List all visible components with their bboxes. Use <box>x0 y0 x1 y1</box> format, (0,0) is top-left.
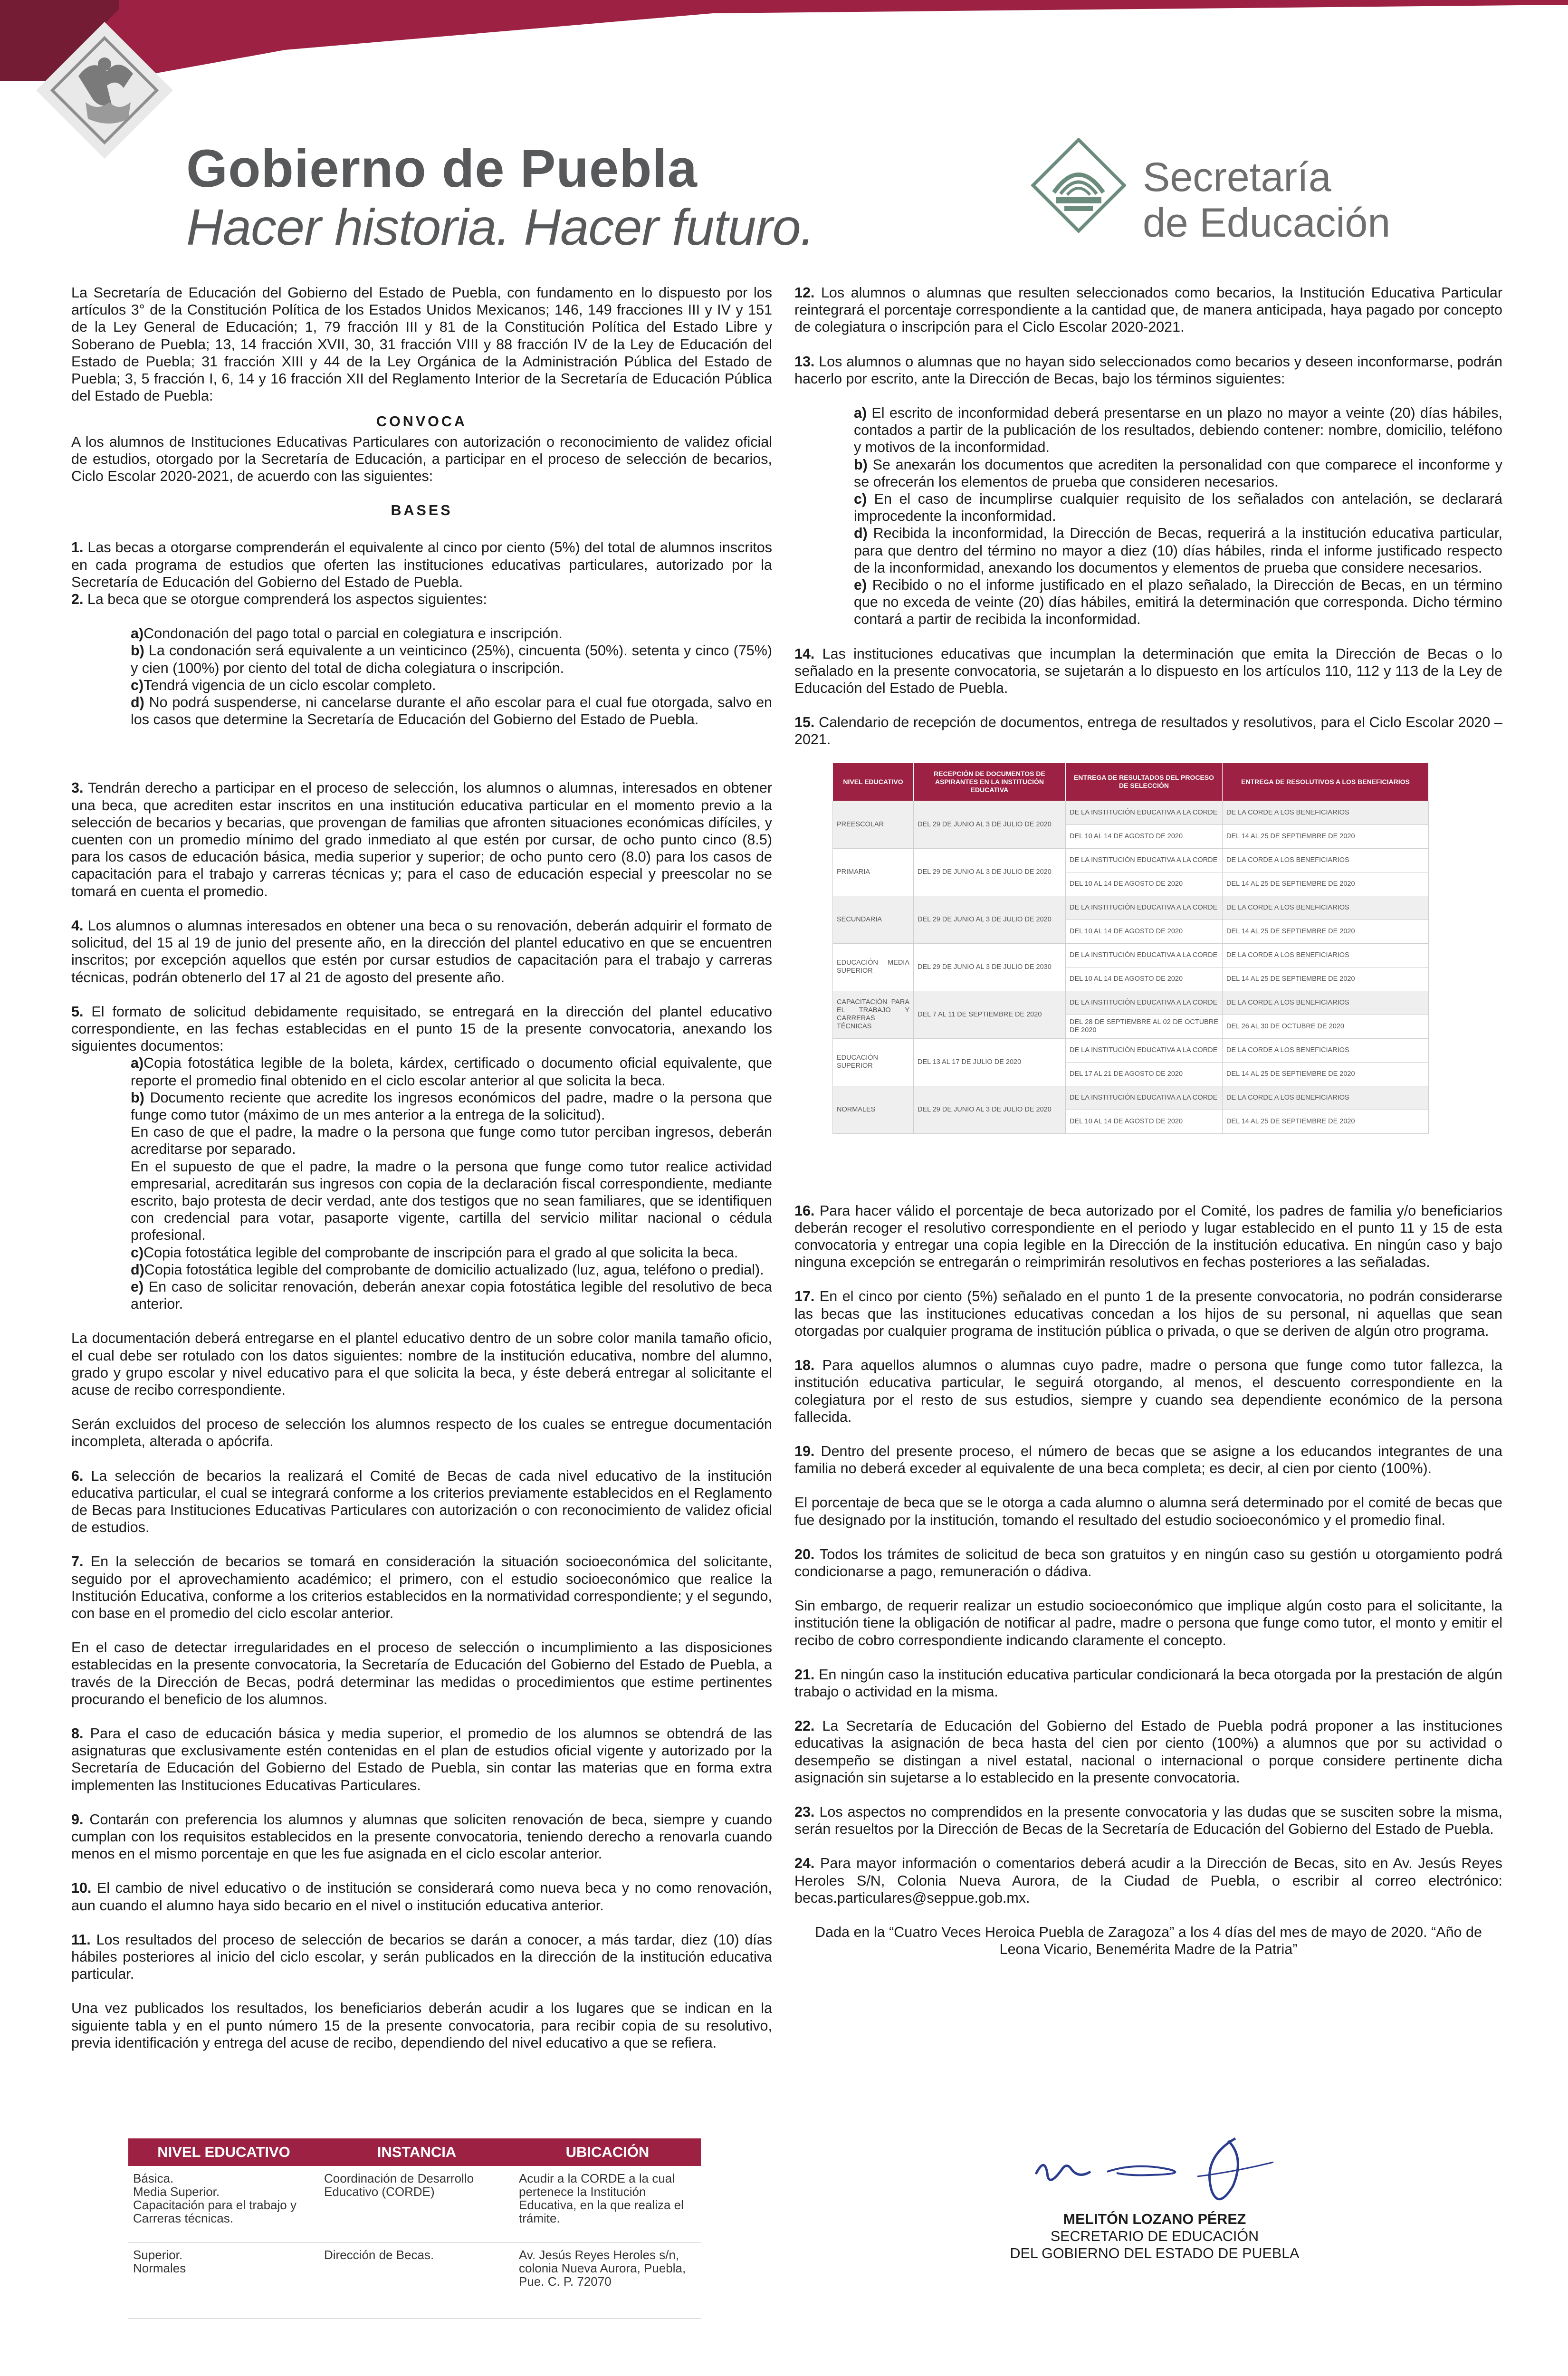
header-ubicacion: UBICACIÓN <box>514 2138 701 2166</box>
cell-entrega-2: DEL 10 AL 14 DE AGOSTO DE 2020 <box>1066 967 1223 991</box>
cell-nivel: Básica. Media Superior. Capacitación para el trabajo y Carreras técnicas. <box>128 2166 319 2242</box>
publicados-paragraph: Una vez publicados los resultados, los beneficiarios deberán acudir a los lugares que se indican en la siguiente tabla y en el punto número 15 de la presente convocatoria, para recibir copia de su resolutivo, previa identificación y entrega del acuse de recibo, dependiendo del nivel educativo a que se refiera. <box>71 2000 772 2051</box>
base-17: 17. En el cinco por ciento (5%) señalado en el punto 1 de la presente convocatoria, no podrán considerarse las becas que las instituciones educativas concedan a los hijos de su personal, ni aquellas que sean otorgadas por cualquier programa de institución pública o privada, o que se deriven de algún otro programa. <box>794 1288 1502 1339</box>
header-nivel: NIVEL EDUCATIVO <box>833 763 914 801</box>
cell-resolutivo-2: DEL 14 AL 25 DE SEPTIEMBRE DE 2020 <box>1223 1110 1429 1133</box>
base-5: 5. El formato de solicitud debidamente requisitado, se entregará en la dirección del plantel educativo correspondiente, en las fechas establecidas en el punto 15 de la presente convocatoria, anexando los siguientes documentos: <box>71 1003 772 1054</box>
base-2-item-b: b) La condonación será equivalente a un veinticinco (25%), cincuenta (50%). setenta y cinco (75%) y cien (100%) por ciento del total de dicha colegiatura o inscripción. <box>131 642 772 676</box>
intro-paragraph: La Secretaría de Educación del Gobierno del Estado de Puebla, con fundamento en lo dispuesto por los artículos 3° de la Constitución Política de los Estados Unidos Mexicanos; 146, 149 fracciones III y IV y 151 de la Ley General de Educación; 1, 79 fracción III y 81 de la Constitución Política del Estado Libre y Soberano de Puebla; 13, 14 fracción XVII, 30, 31 fracción VIII y 88 fracción IV de la Ley de Educación del Estado de Puebla; 31 fracción XIII y 44 de la Ley Orgánica de la Administración Pública del Estado de Puebla; 3, 5 fracción I, 6, 14 y 16 fracción XII del Reglamento Interior de la Secretaría de Educación Pública del Estado de Puebla: <box>71 285 772 404</box>
base-13-item-d: d) Recibida la inconformidad, la Dirección de Becas, requerirá a la institución educativa particular, para que dentro del término no mayor a diez (10) días hábiles, rinda el informe justificado respecto de la inconformidad, anexando los documentos y elementos de prueba que considere necesarios. <box>854 525 1502 576</box>
cell-resolutivo-1: DE LA CORDE A LOS BENEFICIARIOS <box>1223 1086 1429 1110</box>
table-row <box>833 848 1429 872</box>
table-row <box>833 801 1429 824</box>
cell-entrega-2: DEL 10 AL 14 DE AGOSTO DE 2020 <box>1066 872 1223 896</box>
government-title: Gobierno de Puebla <box>186 139 698 198</box>
signer-name: MELITÓN LOZANO PÉREZ <box>1063 2211 1246 2227</box>
header-nivel: NIVEL EDUCATIVO <box>128 2138 319 2166</box>
signer-role-2: DEL GOBIERNO DEL ESTADO DE PUEBLA <box>1010 2245 1300 2261</box>
cell-nivel: Superior. Normales <box>128 2242 319 2318</box>
cell-recepcion: DEL 29 DE JUNIO AL 3 DE JULIO DE 2020 <box>914 801 1066 848</box>
base-5-item-c: c)Copia fotostática legible del comprobante de inscripción para el grado al que solicita la beca. <box>131 1244 738 1261</box>
dada-paragraph: Dada en la “Cuatro Veces Heroica Puebla de Zaragoza” a los 4 días del mes de mayo de 2020. “Año de Leona Vicario, Benemérita Madre de la Patria” <box>815 1924 1482 1958</box>
cell-entrega-1: DE LA INSTITUCIÓN EDUCATIVA A LA CORDE <box>1066 1038 1223 1062</box>
base-13-item-b: b) Se anexarán los documentos que acrediten la personalidad con que comparece el inconforme y se ofrecerán los elementos de prueba que consideren necesarios. <box>854 456 1502 490</box>
base-2-item-d: d) No podrá suspenderse, ni cancelarse durante el año escolar para el cual fue otorgada, salvo en los casos que determine la Secretaría de Educación del Gobierno del Estado de Puebla. <box>131 694 772 728</box>
cell-entrega-2: DEL 10 AL 14 DE AGOSTO DE 2020 <box>1066 1110 1223 1133</box>
convoca-heading: CONVOCA <box>376 413 467 430</box>
base-2-item-c: c)Tendrá vigencia de un ciclo escolar completo. <box>131 677 436 693</box>
right-column <box>794 284 1502 1975</box>
header-entrega-resolutivos: ENTREGA DE RESOLUTIVOS A LOS BENEFICIARIOS <box>1223 763 1429 801</box>
header-instancia: INSTANCIA <box>319 2138 514 2166</box>
cell-recepcion: DEL 29 DE JUNIO AL 3 DE JULIO DE 2020 <box>914 896 1066 943</box>
secretaria-educacion-logo <box>1031 138 1126 233</box>
cell-resolutivo-1: DE LA CORDE A LOS BENEFICIARIOS <box>1223 896 1429 920</box>
base-18: 18. Para aquellos alumnos o alumnas cuyo padre, madre o persona que funge como tutor fallezca, la institución educativa particular, le seguirá otorgando, al menos, el descuento correspondiente en la colegiatura por el resto de sus estudios, siempre y cuando sea dependiente económico de la persona fallecida. <box>794 1357 1502 1425</box>
cell-resolutivo-2: DEL 14 AL 25 DE SEPTIEMBRE DE 2020 <box>1223 824 1429 848</box>
excluidos-paragraph: Serán excluidos del proceso de selección los alumnos respecto de los cuales se entregue documentación incompleta, alterada o apócrifa. <box>71 1416 772 1450</box>
header-band <box>0 0 1568 81</box>
header-recepcion: RECEPCIÓN DE DOCUMENTOS DE ASPIRANTES EN LA INSTITUCIÓN EDUCATIVA <box>914 763 1066 801</box>
base-5-item-e: e) En caso de solicitar renovación, deberán anexar copia fotostática legible del resolutivo de beca anterior. <box>131 1278 772 1313</box>
cell-nivel: EDUCACIÓN SUPERIOR <box>833 1038 914 1086</box>
base-15: 15. Calendario de recepción de documentos, entrega de resultados y resolutivos, para el Ciclo Escolar 2020 – 2021. <box>794 714 1502 748</box>
base-21: 21. En ningún caso la institución educativa particular condicionará la beca otorgada por la prestación de algún trabajo o actividad en la misma. <box>794 1666 1502 1700</box>
base-20: 20. Todos los trámites de solicitud de beca son gratuitos y en ningún caso su gestión u otorgamiento podrá condicionarse a pago, remuneración o dádiva. <box>794 1546 1502 1580</box>
table-row <box>128 2242 701 2318</box>
base-19: 19. Dentro del presente proceso, el número de becas que se asigne a los educandos integrantes de una familia no deberá exceder al equivalente de una beca completa; es decir, al cien por ciento (100%). <box>794 1443 1502 1477</box>
cell-recepcion: DEL 29 DE JUNIO AL 3 DE JULIO DE 2020 <box>914 1086 1066 1133</box>
base-13: 13. Los alumnos o alumnas que no hayan sido seleccionados como becarios y deseen inconformarse, podrán hacerlo por escrito, ante la Dirección de Becas, bajo los términos siguientes: <box>794 353 1502 387</box>
signer-role-1: SECRETARIO DE EDUCACIÓN <box>1050 2228 1259 2244</box>
instancia-table-header <box>128 2138 701 2166</box>
cell-resolutivo-1: DE LA CORDE A LOS BENEFICIARIOS <box>1223 943 1429 967</box>
signature-block <box>927 2211 1383 2262</box>
base-2: 2. La beca que se otorgue comprenderá los aspectos siguientes: <box>71 591 487 608</box>
base-16: 16. Para hacer válido el porcentaje de beca autorizado por el Comité, los padres de familia y/o beneficiarios deberán recoger el resolutivo correspondiente en el periodo y lugar establecido en el punto 11 y 15 de esta convocatoria y entregar una copia legible en la Dirección de la institución educativa. En ningún caso y bajo ninguna excepción se entregarán o reimprimirán resolutivos en fechas posteriores a las señaladas. <box>794 1202 1502 1271</box>
base-5-items <box>71 1054 772 1313</box>
cell-nivel: PRIMARIA <box>833 848 914 896</box>
table-row <box>833 943 1429 967</box>
cell-instancia: Coordinación de Desarrollo Educativo (CORDE) <box>319 2166 514 2242</box>
base-22: 22. La Secretaría de Educación del Gobierno del Estado de Puebla podrá proponer a las instituciones educativas la asignación de beca hasta del cien por ciento (100%) a alumnos que por su actividad o desempeño se distingan a nivel estatal, nacional o internacional o porque considere pertinente dicha asignación sin sujetarse a lo establecido en la presente convocatoria. <box>794 1718 1502 1786</box>
cell-resolutivo-2: DEL 14 AL 25 DE SEPTIEMBRE DE 2020 <box>1223 920 1429 943</box>
base-13-item-c: c) En el caso de incumplirse cualquier requisito de los señalados con antelación, se declarará improcedente la inconformidad. <box>854 491 1502 525</box>
cell-ubicacion: Av. Jesús Reyes Heroles s/n, colonia Nueva Aurora, Puebla, Pue. C. P. 72070 <box>514 2242 701 2318</box>
cell-nivel: PREESCOLAR <box>833 801 914 848</box>
base-2-item-a: a)Condonación del pago total o parcial en colegiatura e inscripción. <box>131 625 563 642</box>
base-7: 7. En la selección de becarios se tomará en consideración la situación socioeconómica del solicitante, seguido por el aprovechamiento académico; el primero, con el estudio socioeconómico que realice la Institución Educativa, conforme a los criterios establecidos en la normatividad correspondiente; y el segundo, con base en el promedio del ciclo escolar anterior. <box>71 1553 772 1621</box>
table-row <box>833 1086 1429 1110</box>
cell-recepcion: DEL 13 AL 17 DE JULIO DE 2020 <box>914 1038 1066 1086</box>
puebla-crest-logo <box>33 19 176 162</box>
base-4: 4. Los alumnos o alumnas interesados en obtener una beca o su renovación, deberán adquirir el formato de solicitud, del 15 al 19 de junio del presente año, en la dirección del plantel educativo en que se encuentren inscritos; por excepción aquellos que estén por cursar estudios de capacitación para el trabajo y carreras técnicas, podrán obtenerlo del 17 al 21 de agosto del presente año. <box>71 917 772 986</box>
cell-recepcion: DEL 29 DE JUNIO AL 3 DE JULIO DE 2030 <box>914 943 1066 991</box>
base-5-extra-1: En caso de que el padre, la madre o la persona que funge como tutor perciban ingresos, deberán acreditarse por separado. <box>131 1124 772 1158</box>
base-2-items <box>71 625 772 728</box>
cell-resolutivo-1: DE LA CORDE A LOS BENEFICIARIOS <box>1223 991 1429 1015</box>
base-5-item-d: d)Copia fotostática legible del comprobante de domicilio actualizado (luz, agua, teléfono o predial). <box>131 1261 764 1278</box>
cell-instancia: Dirección de Becas. <box>319 2242 514 2318</box>
cell-resolutivo-2: DEL 14 AL 25 DE SEPTIEMBRE DE 2020 <box>1223 1062 1429 1086</box>
base-1: 1. Las becas a otorgarse comprenderán el equivalente al cinco por ciento (5%) del total de alumnos inscritos en cada programa de estudios que oferten las instituciones educativas particulares, autorizado por la Secretaría de Educación del Gobierno del Estado de Puebla. <box>71 539 772 590</box>
base-5-extra-2: En el supuesto de que el padre, la madre o la persona que funge como tutor realice actividad empresarial, acreditarán sus ingresos con copia de la declaración fiscal correspondiente, mediante escrito, bajo protesta de decir verdad, ante dos testigos que no sean familiares, que se identifiquen con credencial para votar, pasaporte vigente, cartilla del servicio militar nacional o cédula profesional. <box>131 1158 772 1244</box>
handwritten-signature <box>1017 2129 1292 2210</box>
convoca-paragraph: A los alumnos de Instituciones Educativas Particulares con autorización o reconocimiento de validez oficial de estudios, otorgado por la Secretaría de Educación, a participar en el proceso de selección de becarios, Ciclo Escolar 2020-2021, de acuerdo con las siguientes: <box>71 433 772 485</box>
base-13-item-a: a) El escrito de inconformidad deberá presentarse en un plazo no mayor a veinte (20) días hábiles, contados a partir de la publicación de los resultados, debiendo contener: nombre, domicilio, teléfono y motivos de la inconformidad. <box>854 405 1502 456</box>
cell-resolutivo-2: DEL 14 AL 25 DE SEPTIEMBRE DE 2020 <box>1223 967 1429 991</box>
cell-resolutivo-2: DEL 26 AL 30 DE OCTUBRE DE 2020 <box>1223 1015 1429 1038</box>
left-column <box>71 284 772 2051</box>
cell-resolutivo-1: DE LA CORDE A LOS BENEFICIARIOS <box>1223 801 1429 824</box>
base-9: 9. Contarán con preferencia los alumnos y alumnas que soliciten renovación de beca, siempre y cuando cumplan con los requisitos establecidos en la presente convocatoria, teniendo derecho a renovarla cuando menos en el mismo porcentaje en que les fue asignada en el ciclo escolar anterior. <box>71 1811 772 1862</box>
base-23: 23. Los aspectos no comprendidos en la presente convocatoria y las dudas que se susciten sobre la misma, serán resueltos por la Dirección de Becas de la Secretaría de Educación del Gobierno del Estado de Puebla. <box>794 1803 1502 1838</box>
cell-entrega-1: DE LA INSTITUCIÓN EDUCATIVA A LA CORDE <box>1066 943 1223 967</box>
base-11: 11. Los resultados del proceso de selección de becarios se darán a conocer, a más tardar, diez (10) días hábiles posteriores al inicio del ciclo escolar, y serán publicados en la dirección de la institución educativa particular. <box>71 1931 772 1983</box>
base-6: 6. La selección de becarios la realizará el Comité de Becas de cada nivel educativo de la institución educativa particular, el cual se integrará conforme a los criterios previamente establecidos en el Reglamento de Becas para Instituciones Educativas Particulares con autorización o con reconocimiento de validez oficial de estudios. <box>71 1467 772 1536</box>
cell-nivel: EDUCACIÓN MEDIA SUPERIOR <box>833 943 914 991</box>
cell-resolutivo-2: DEL 14 AL 25 DE SEPTIEMBRE DE 2020 <box>1223 872 1429 896</box>
government-slogan: Hacer historia. Hacer futuro. <box>186 198 814 256</box>
cell-entrega-2: DEL 28 DE SEPTIEMBRE AL 02 DE OCTUBRE DE 2020 <box>1066 1015 1223 1038</box>
cell-nivel: SECUNDARIA <box>833 896 914 943</box>
sin-embargo-paragraph: Sin embargo, de requerir realizar un estudio socioeconómico que implique algún costo para el solicitante, la institución tiene la obligación de notificar al padre, madre o persona que funge como tutor, el monto y emitir el recibo de cobro correspondiente indicando claramente el concepto. <box>794 1598 1502 1648</box>
cell-entrega-1: DE LA INSTITUCIÓN EDUCATIVA A LA CORDE <box>1066 801 1223 824</box>
cell-nivel: CAPACITACIÓN PARA EL TRABAJO Y CARRERAS TÉCNICAS <box>833 991 914 1038</box>
table-row <box>833 1038 1429 1062</box>
cell-resolutivo-1: DE LA CORDE A LOS BENEFICIARIOS <box>1223 848 1429 872</box>
table-row <box>833 896 1429 920</box>
cell-entrega-2: DEL 10 AL 14 DE AGOSTO DE 2020 <box>1066 920 1223 943</box>
porcentaje-paragraph: El porcentaje de beca que se le otorga a cada alumno o alumna será determinado por el comité de becas que fue designado por la institución, tomando el resultado del estudio socioeconómico y el promedio final. <box>794 1495 1502 1528</box>
cell-nivel: NORMALES <box>833 1086 914 1133</box>
cell-entrega-1: DE LA INSTITUCIÓN EDUCATIVA A LA CORDE <box>1066 896 1223 920</box>
base-13-items <box>794 404 1502 628</box>
cell-entrega-1: DE LA INSTITUCIÓN EDUCATIVA A LA CORDE <box>1066 848 1223 872</box>
header-entrega-resultados: ENTREGA DE RESULTADOS DEL PROCESO DE SELECCIÓN <box>1066 763 1223 801</box>
base-12: 12. Los alumnos o alumnas que resulten seleccionados como becarios, la Institución Educativa Particular reintegrará el porcentaje correspondiente a la cantidad que, de manera anticipada, haya pagado por concepto de colegiatura o inscripción para el Ciclo Escolar 2020-2021. <box>794 285 1502 335</box>
documentacion-paragraph: La documentación deberá entregarse en el plantel educativo dentro de un sobre color manila tamaño oficio, el cual debe ser rotulado con los datos siguientes: nombre de la institución educativa, nombre del alumno, grado y grupo escolar y nivel educativo para el que solicita la beca, y éste deberá entregar al solicitante el acuse de recibo correspondiente. <box>71 1330 772 1398</box>
bases-heading: BASES <box>391 502 453 519</box>
base-3: 3. Tendrán derecho a participar en el proceso de selección, los alumnos o alumnas, interesados en obtener una beca, que acrediten estar inscritos en una institución educativa particular en el momento previo a la selección de becarios y becarias, que provengan de familias que afronten situaciones económicas difíciles, y cuenten con un promedio mínimo del grado inmediato al que estén por cursar, de ocho punto cinco (8.5) para los casos de educación básica, media superior y superior; de ocho punto cero (8.0) para los casos de capacitación para el trabajo y carreras técnicas y; para el caso de educación especial y preescolar no se tomará en cuenta el promedio. <box>71 780 772 900</box>
cell-entrega-1: DE LA INSTITUCIÓN EDUCATIVA A LA CORDE <box>1066 991 1223 1015</box>
cell-entrega-2: DEL 17 AL 21 DE AGOSTO DE 2020 <box>1066 1062 1223 1086</box>
instancia-table <box>128 2138 701 2319</box>
cell-entrega-2: DEL 10 AL 14 DE AGOSTO DE 2020 <box>1066 824 1223 848</box>
cell-resolutivo-1: DE LA CORDE A LOS BENEFICIARIOS <box>1223 1038 1429 1062</box>
cell-recepcion: DEL 29 DE JUNIO AL 3 DE JULIO DE 2020 <box>914 848 1066 896</box>
base-14: 14. Las instituciones educativas que incumplan la determinación que emita la Dirección de Becas o lo señalado en la presente convocatoria, se sujetarán a lo dispuesto en los artículos 110, 112 y 113 de la Ley de Educación del Estado de Puebla. <box>794 645 1502 697</box>
base-10: 10. El cambio de nivel educativo o de institución se considerará como nueva beca y no como renovación, aun cuando el alumno haya sido becario en el nivel o institución educativa anterior. <box>71 1880 772 1914</box>
secretaria-name: Secretaría de Educación <box>1143 154 1391 246</box>
base-5-item-b: b) Documento reciente que acredite los ingresos económicos del padre, madre o la persona que funge como tutor (máximo de un mes anterior a la entrega de la solicitud). <box>131 1089 772 1123</box>
base-13-item-e: e) Recibido o no el informe justificado en el plazo señalado, la Dirección de Becas, en un término que no exceda de veinte (20) días hábiles, emitirá la determinación que corresponda. Dicho término contará a partir de recibida la inconformidad. <box>854 577 1502 628</box>
cell-entrega-1: DE LA INSTITUCIÓN EDUCATIVA A LA CORDE <box>1066 1086 1223 1110</box>
table-row <box>833 991 1429 1015</box>
irregularidades-paragraph: En el caso de detectar irregularidades en el proceso de selección o incumplimiento a las disposiciones establecidas en la presente convocatoria, la Secretaría de Educación del Gobierno del Estado de Puebla, a través de la Dirección de Becas, podrá determinar las medidas o procedimientos que estime pertinentes procurando el beneficio de los alumnos. <box>71 1639 772 1707</box>
calendar-table <box>832 763 1429 1134</box>
base-24: 24. Para mayor información o comentarios deberá acudir a la Dirección de Becas, sito en Av. Jesús Reyes Heroles S/N, Colonia Nueva Aurora, de la Ciudad de Puebla, o escribir al correo electrónico: becas.particulares@seppue.gob.mx. <box>794 1855 1502 1906</box>
table-row <box>128 2166 701 2242</box>
base-8: 8. Para el caso de educación básica y media superior, el promedio de los alumnos se obtendrá de las asignaturas que exclusivamente estén contenidas en el plan de estudios oficial vigente y autorizado por la Secretaría de Educación del Gobierno del Estado de Puebla, sin contar las materias que en forma extra implementen las Instituciones Educativas Particulares. <box>71 1725 772 1793</box>
base-5-item-a: a)Copia fotostática legible de la boleta, kárdex, certificado o documento oficial equivalente, que reporte el promedio final obtenido en el ciclo escolar anterior al que solicita la beca. <box>131 1055 772 1089</box>
cell-ubicacion: Acudir a la CORDE a la cual pertenece la Institución Educativa, en la que realiza el trámite. <box>514 2166 701 2242</box>
cell-recepcion: DEL 7 AL 11 DE SEPTIEMBRE DE 2020 <box>914 991 1066 1038</box>
calendar-table-header <box>833 763 1429 801</box>
